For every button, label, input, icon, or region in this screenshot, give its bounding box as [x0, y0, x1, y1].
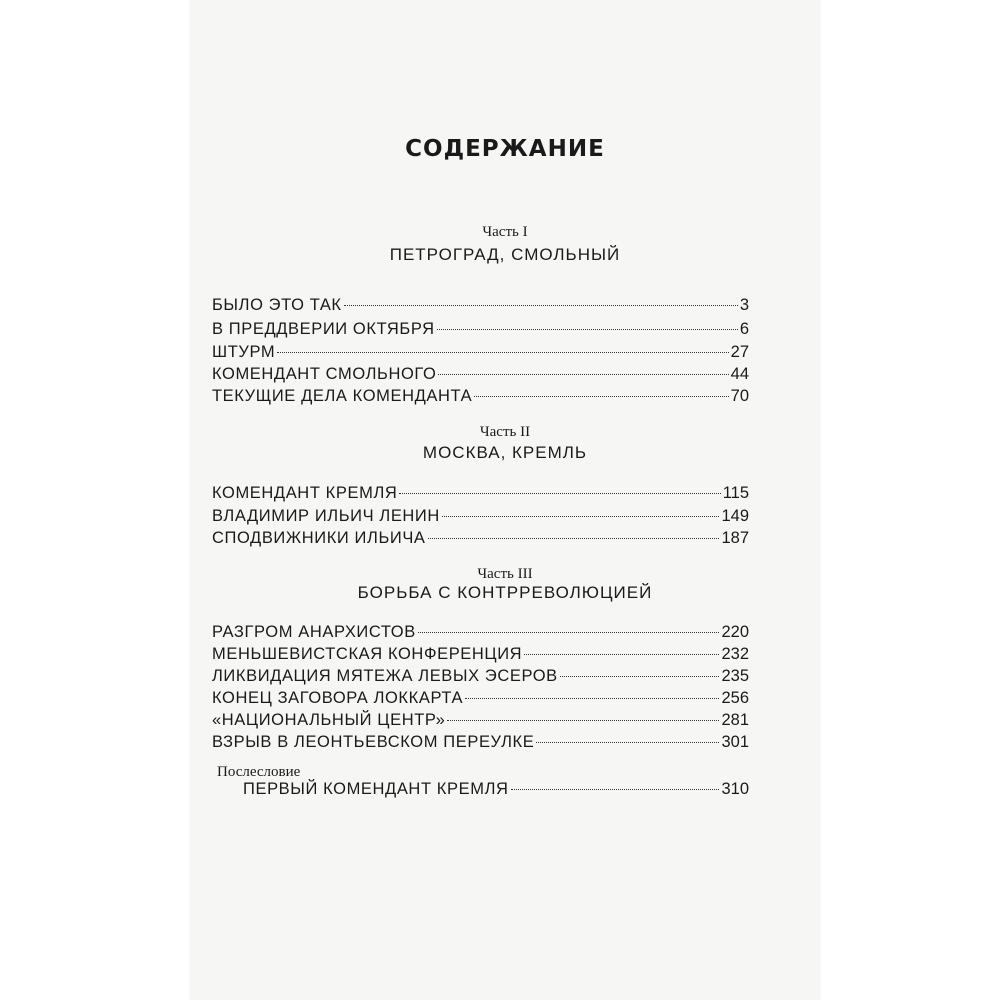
toc-entry: [212, 387, 749, 409]
dot-leader: [560, 676, 720, 677]
dot-leader: [418, 632, 720, 633]
part-2-label: Часть II: [479, 424, 531, 440]
toc-entry: [212, 689, 749, 711]
toc-entry-title: СПОДВИЖНИКИ ИЛЬИЧА: [212, 529, 426, 547]
dot-leader: [437, 329, 738, 330]
toc-entry-page: 149: [721, 507, 749, 525]
toc-entry-title: КОНЕЦ ЗАГОВОРА ЛОККАРТА: [212, 689, 464, 707]
dot-leader: [399, 493, 720, 494]
toc-entry-page: 232: [721, 645, 749, 663]
toc-entry-page: 3: [739, 296, 749, 314]
book-page: [190, 0, 820, 1000]
part-1-label: Часть I: [482, 224, 528, 240]
toc-entry-page: 235: [721, 667, 749, 685]
toc-entry-title: ВЗРЫВ В ЛЕОНТЬЕВСКОМ ПЕРЕУЛКЕ: [212, 733, 535, 751]
toc-entry-title: БЫЛО ЭТО ТАК: [212, 296, 342, 314]
dot-leader: [428, 538, 720, 539]
toc-entry-page: 27: [730, 343, 749, 361]
dot-leader: [524, 654, 719, 655]
toc-entry-title: В ПРЕДДВЕРИИ ОКТЯБРЯ: [212, 320, 435, 338]
toc-entry: [212, 529, 749, 551]
dot-leader: [277, 352, 728, 353]
dot-leader: [465, 698, 719, 699]
toc-entry-title: ЛИКВИДАЦИЯ МЯТЕЖА ЛЕВЫХ ЭСЕРОВ: [212, 667, 558, 685]
toc-entry-title: ШТУРМ: [212, 343, 276, 361]
toc-entry-title: КОМЕНДАНТ КРЕМЛЯ: [212, 484, 398, 502]
toc-entry-page: 44: [730, 365, 749, 383]
toc-entry-page: 70: [730, 387, 749, 405]
toc-entry-page: 115: [722, 484, 749, 502]
toc-entry: [212, 365, 749, 387]
dot-leader: [442, 516, 720, 517]
part-3-label: Часть III: [477, 566, 533, 582]
toc-entry-page: 220: [721, 623, 749, 641]
toc-entry: [212, 507, 749, 529]
toc-entry: [212, 484, 749, 506]
toc-entry-page: 256: [721, 689, 749, 707]
dot-leader: [511, 789, 720, 790]
toc-entry-title: ВЛАДИМИР ИЛЬИЧ ЛЕНИН: [212, 507, 440, 525]
part-3-title: БОРЬБА С КОНТРРЕВОЛЮЦИЕЙ: [357, 583, 653, 602]
toc-entry: [212, 667, 749, 689]
dot-leader: [536, 742, 719, 743]
toc-entry-page: 301: [721, 733, 749, 751]
toc-entry-page: 310: [721, 780, 749, 798]
toc-entry: [212, 296, 749, 318]
toc-entry-title: ТЕКУЩИЕ ДЕЛА КОМЕНДАНТА: [212, 387, 473, 405]
toc-entry: [212, 320, 749, 342]
dot-leader: [438, 374, 728, 375]
dot-leader: [447, 720, 719, 721]
toc-entry-title: ПЕРВЫЙ КОМЕНДАНТ КРЕМЛЯ: [243, 780, 509, 798]
toc-entry-title: «НАЦИОНАЛЬНЫЙ ЦЕНТР»: [212, 711, 446, 729]
toc-entry-title: МЕНЬШЕВИСТСКАЯ КОНФЕРЕНЦИЯ: [212, 645, 523, 663]
toc-entry: [212, 711, 749, 733]
dot-leader: [474, 396, 728, 397]
toc-entry: [243, 780, 749, 802]
toc-entry: [212, 733, 749, 755]
part-2-title: МОСКВА, КРЕМЛЬ: [422, 443, 588, 462]
toc-entry-title: РАЗГРОМ АНАРХИСТОВ: [212, 623, 416, 641]
dot-leader: [344, 305, 738, 306]
toc-entry-page: 187: [721, 529, 749, 547]
part-1-title: ПЕТРОГРАД, СМОЛЬНЫЙ: [389, 245, 621, 264]
afterword-label: Послесловие: [217, 764, 301, 780]
toc-entry-title: КОМЕНДАНТ СМОЛЬНОГО: [212, 365, 437, 383]
toc-entry: [212, 343, 749, 365]
toc-entry-page: 281: [721, 711, 749, 729]
toc-entry: [212, 645, 749, 667]
toc-entry-page: 6: [739, 320, 749, 338]
toc-title: СОДЕРЖАНИЕ: [405, 136, 605, 162]
toc-entry: [212, 623, 749, 645]
